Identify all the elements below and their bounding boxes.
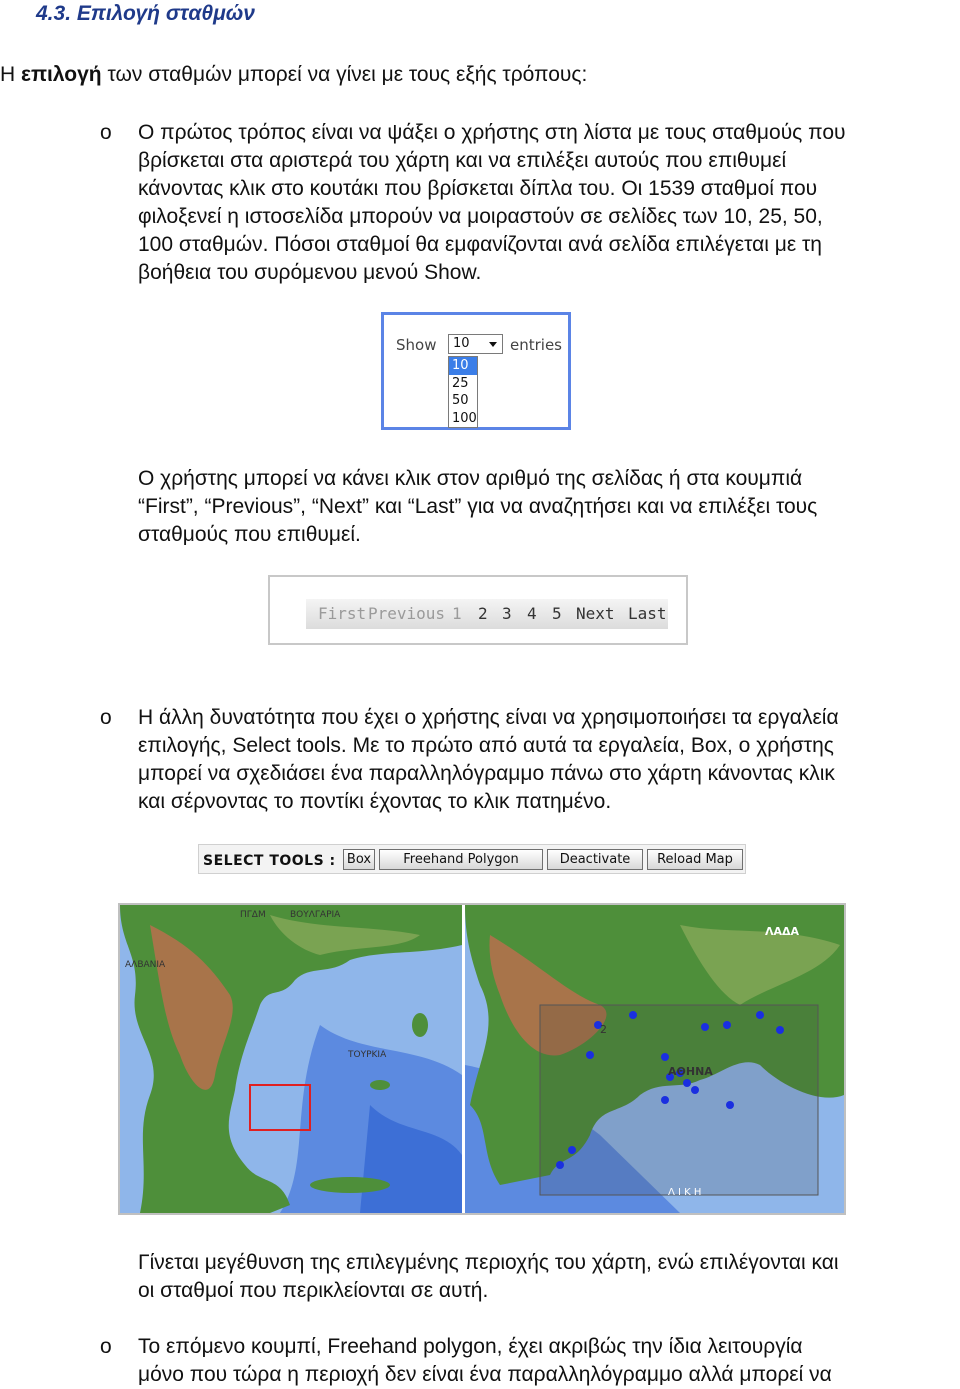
- island: [370, 1080, 390, 1090]
- map-label: ΛΑΔΑ: [765, 925, 800, 938]
- zoom-extent: [540, 1005, 818, 1195]
- box-tool-button[interactable]: Box: [343, 849, 375, 870]
- select-tools-toolbar: [198, 844, 746, 874]
- entries-option[interactable]: 50: [452, 393, 469, 408]
- paragraph-list-method: [138, 119, 950, 287]
- pagination-figure: [268, 575, 688, 645]
- map-label: ΑΛΒΑΝΙΑ: [125, 960, 166, 970]
- text-line: βρίσκεται στα αριστερά του χάρτη και να επιλέξει αυτούς που επιθυμεί: [138, 149, 787, 172]
- freehand-polygon-button[interactable]: Freehand Polygon: [379, 849, 543, 870]
- intro-suffix: των σταθμών μπορεί να γίνει με τους εξής τρόπους:: [101, 63, 588, 86]
- station-marker: [726, 1101, 734, 1109]
- map-label: ΑΘΗΝΑ: [668, 1065, 713, 1078]
- text-line: μόνο που τώρα η περιοχή δεν είναι ένα παραλληλόγραμμο αλλά μπορεί να: [138, 1363, 832, 1386]
- text-line: “First”, “Previous”, “Next” και “Last” για να αναζητήσει και να επιλέξει τους: [138, 495, 818, 518]
- zoomed-map: [465, 905, 844, 1213]
- text-line: φιλοξενεί η ιστοσελίδα μπορούν να μοιραστούν σε σελίδες των 10, 25, 50,: [138, 205, 823, 228]
- text-line: σταθμούς που επιθυμεί.: [138, 523, 361, 546]
- intro-prefix: Η: [0, 63, 21, 86]
- reload-map-button[interactable]: Reload Map: [647, 849, 743, 870]
- bullet-marker: o: [100, 1335, 112, 1358]
- entries-options-list: [448, 356, 478, 428]
- text-line: επιλογής, Select tools. Με το πρώτο από αυτά τα εργαλεία, Box, ο χρήστης: [138, 734, 834, 757]
- paragraph-select-tools: [138, 704, 950, 816]
- island: [412, 1013, 428, 1037]
- text-line: μπορεί να σχεδιάσει ένα παραλληλόγραμμο πάνω στο χάρτη κάνοντας κλικ: [138, 762, 835, 785]
- page-button-5[interactable]: 5: [552, 604, 562, 623]
- paragraph-freehand: [138, 1333, 950, 1389]
- station-marker: [629, 1011, 637, 1019]
- station-marker: [568, 1146, 576, 1154]
- station-marker: [586, 1051, 594, 1059]
- page-button-3[interactable]: 3: [502, 604, 512, 623]
- entries-option[interactable]: 100: [452, 410, 477, 426]
- island: [310, 1177, 390, 1193]
- intro-text: [0, 63, 587, 87]
- select-tools-title: SELECT TOOLS :: [203, 853, 336, 869]
- map-label: ΤΟΥΡΚΙΑ: [348, 1050, 387, 1060]
- station-marker: [556, 1161, 564, 1169]
- show-entries-figure: [381, 312, 571, 430]
- overview-map: [120, 905, 462, 1213]
- section-heading: 4.3. Επιλογή σταθμών: [36, 2, 255, 25]
- station-marker: [691, 1086, 699, 1094]
- pagination-bar: [306, 599, 668, 629]
- show-label: Show: [396, 336, 437, 354]
- station-marker: [661, 1053, 669, 1061]
- text-line: Ο πρώτος τρόπος είναι να ψάξει ο χρήστης στη λίστα με τους σταθμούς που: [138, 121, 846, 144]
- page-button-4[interactable]: 4: [527, 604, 537, 623]
- station-marker: [661, 1096, 669, 1104]
- map-zoom-figure: [118, 903, 846, 1215]
- entries-option[interactable]: 25: [452, 375, 469, 391]
- intro-bold: επιλογή: [21, 63, 102, 86]
- next-button[interactable]: Next: [576, 604, 615, 623]
- text-line: οι σταθμοί που περικλείονται σε αυτή.: [138, 1279, 489, 1302]
- text-line: Η άλλη δυνατότητα που έχει ο χρήστης είναι να χρησιμοποιήσει τα εργαλεία: [138, 706, 839, 729]
- text-line: Το επόμενο κουμπί, Freehand polygon, έχει ακριβώς την ίδια λειτουργία: [138, 1335, 803, 1358]
- paragraph-pagination: [138, 465, 950, 549]
- first-button[interactable]: First: [318, 604, 367, 623]
- map-label: 2: [600, 1023, 607, 1036]
- entries-select[interactable]: [448, 334, 503, 354]
- entries-select-value: 10: [453, 336, 470, 351]
- bullet-marker: o: [100, 121, 112, 144]
- entries-label: entries: [510, 336, 562, 354]
- deactivate-button[interactable]: Deactivate: [547, 849, 643, 870]
- text-line: Γίνεται μεγέθυνση της επιλεγμένης περιοχής του χάρτη, ενώ επιλέγονται και: [138, 1251, 839, 1274]
- station-marker: [701, 1023, 709, 1031]
- station-marker: [756, 1011, 764, 1019]
- chevron-down-icon: [489, 342, 497, 347]
- page-button-1[interactable]: 1: [452, 604, 462, 623]
- station-marker: [683, 1079, 691, 1087]
- entries-option[interactable]: 10: [449, 357, 477, 375]
- text-line: βοήθεια του συρόμενου μενού Show.: [138, 261, 482, 284]
- map-svg: [120, 905, 844, 1213]
- text-line: κάνοντας κλικ στο κουτάκι που βρίσκεται δίπλα του. Οι 1539 σταθμοί που: [138, 177, 818, 200]
- last-button[interactable]: Last: [628, 604, 667, 623]
- station-marker: [723, 1021, 731, 1029]
- bullet-marker: o: [100, 706, 112, 729]
- text-line: 100 σταθμών. Πόσοι σταθμοί θα εμφανίζονται ανά σελίδα επιλέγεται με τη: [138, 233, 822, 256]
- map-label: ΒΟΥΛΓΑΡΙΑ: [290, 910, 341, 920]
- text-line: Ο χρήστης μπορεί να κάνει κλικ στον αριθμό της σελίδας ή στα κουμπιά: [138, 467, 803, 490]
- map-label: ΠΓΔΜ: [240, 910, 266, 920]
- paragraph-zoom: [138, 1249, 950, 1305]
- station-marker: [776, 1026, 784, 1034]
- text-line: και σέρνοντας το ποντίκι έχοντας το κλικ πατημένο.: [138, 790, 612, 813]
- map-label: Λ Ι Κ Η: [668, 1187, 702, 1198]
- previous-button[interactable]: Previous: [368, 604, 446, 623]
- page-button-2[interactable]: 2: [478, 604, 488, 623]
